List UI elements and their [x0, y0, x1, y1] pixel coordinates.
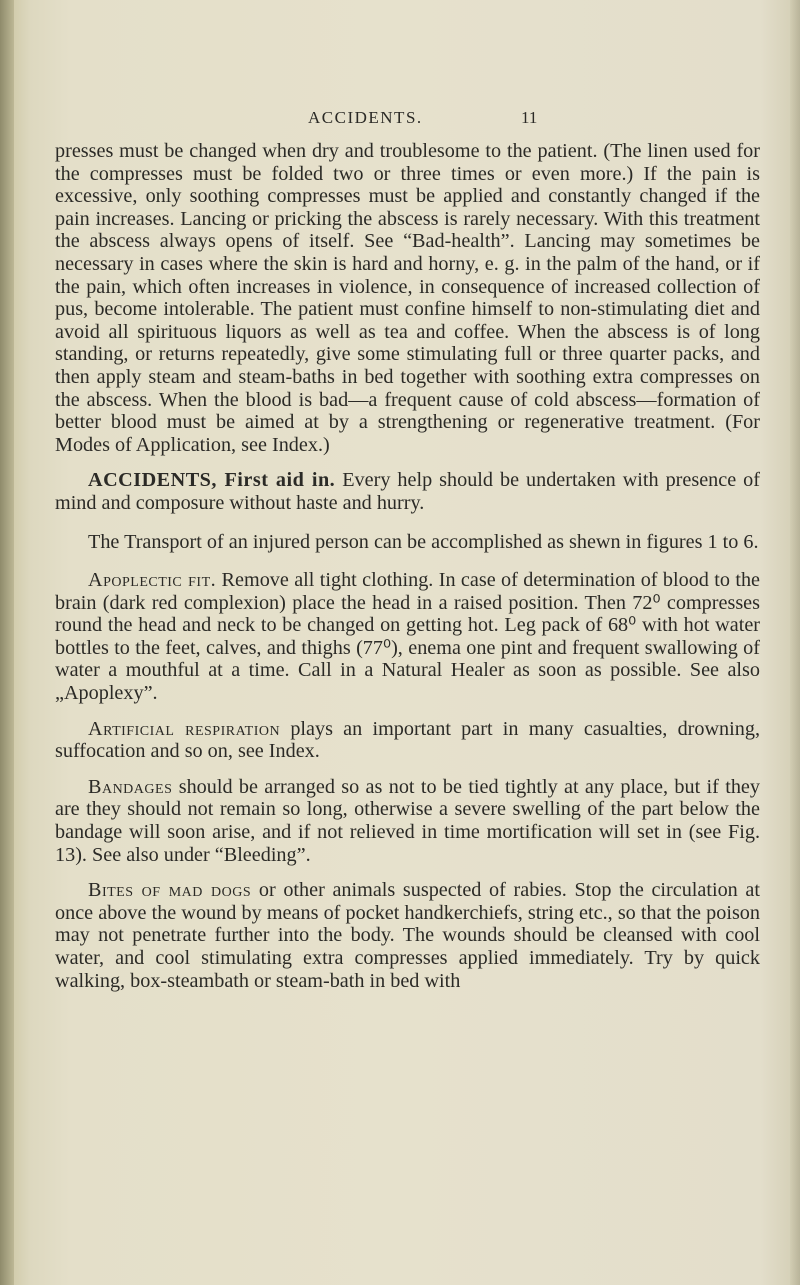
apoplectic-text: Remove all tight clothing. In case of determination of blood to the brain (dark red complexion) place the head in a raised position. Then 72⁰ compresses round the head and neck to be changed on getting hot. Leg pack of 68⁰ with hot water bottles to the feet, calves, and thighs (77⁰), enema one pint and frequent swallowing of water a mouthful at a time. Call in a Natural Healer as soon as possible. See also „Apoplexy”. [55, 569, 760, 705]
paragraph-bandages [55, 776, 760, 866]
body-text [55, 140, 760, 992]
paragraph-artificial-respiration [55, 718, 760, 763]
paragraph-transport: The Transport of an injured person can be accomplished as shewn in figures 1 to 6. [88, 530, 759, 553]
paragraph-accidents [55, 469, 760, 514]
paragraph-bites [55, 879, 760, 992]
section-heading-artificial-respiration: Artificial respiration [88, 717, 281, 740]
section-heading-accidents: ACCIDENTS, First aid in. [88, 469, 336, 492]
bites-text: or other animals suspected of rabies. Stop the circulation at once above the wound by means of pocket handkerchiefs, string etc., so that the poison may not penetrate further into the body. The wounds should be cleansed with cool water, and cool stimulating extra compresses applied immediately. Try by quick walking, box-steambath or steam-bath in bed with [55, 879, 760, 992]
section-heading-bandages: Bandages [88, 775, 173, 798]
artificial-respiration-text: plays an important part in many casualties, drowning, suffocation and so on, see Index. [55, 717, 760, 763]
paragraph-apoplectic [55, 569, 760, 705]
page-number: 11 [521, 108, 538, 127]
section-heading-apoplectic: Apoplectic fit. [88, 569, 217, 592]
bandages-text: should be arranged so as not to be tied tightly at any place, but if they are they should not remain so long, otherwise a severe swelling of the part below the bandage will soon arise, and if not relieved in time mortification will set in (see Fig. 13). See also under “Bleeding”. [55, 775, 760, 866]
book-spine-shadow [0, 0, 14, 1285]
section-heading-bites: Bites of mad dogs [88, 879, 252, 902]
page-edge [790, 0, 800, 1285]
running-head: ACCIDENTS. [308, 108, 423, 127]
accidents-text: Every help should be undertaken with presence of mind and composure without haste and hurry. [55, 469, 760, 514]
paragraph-abscess-continued: presses must be changed when dry and troublesome to the patient. (The linen used for the compresses must be folded two or three times or even more.) If the pain is excessive, only soothing compresses must be applied and constantly changed if the pain increases. Lancing or pricking the abscess is rarely necessary. With this treatment the abscess always opens of itself. See “Bad-health”. Lancing may sometimes be necessary in cases where the skin is hard and horny, e. g. in the palm of the hand, or if the pain, which often increases in violence, in consequence of increased collection of pus, become intolerable. The patient must confine himself to non-stimulating diet and avoid all spirituous liquors as well as tea and coffee. When the abscess is of long standing, or returns repeatedly, give some stimulating full or three quarter packs, and then apply steam and steam-baths in bed together with soothing extra compresses on the abscess. When the blood is bad—a frequent cause of cold abscess—formation of better blood must be aimed at by a strengthening or regenerative treatment. (For Modes of Application, see Index.) [55, 140, 760, 456]
page-header [0, 108, 800, 132]
